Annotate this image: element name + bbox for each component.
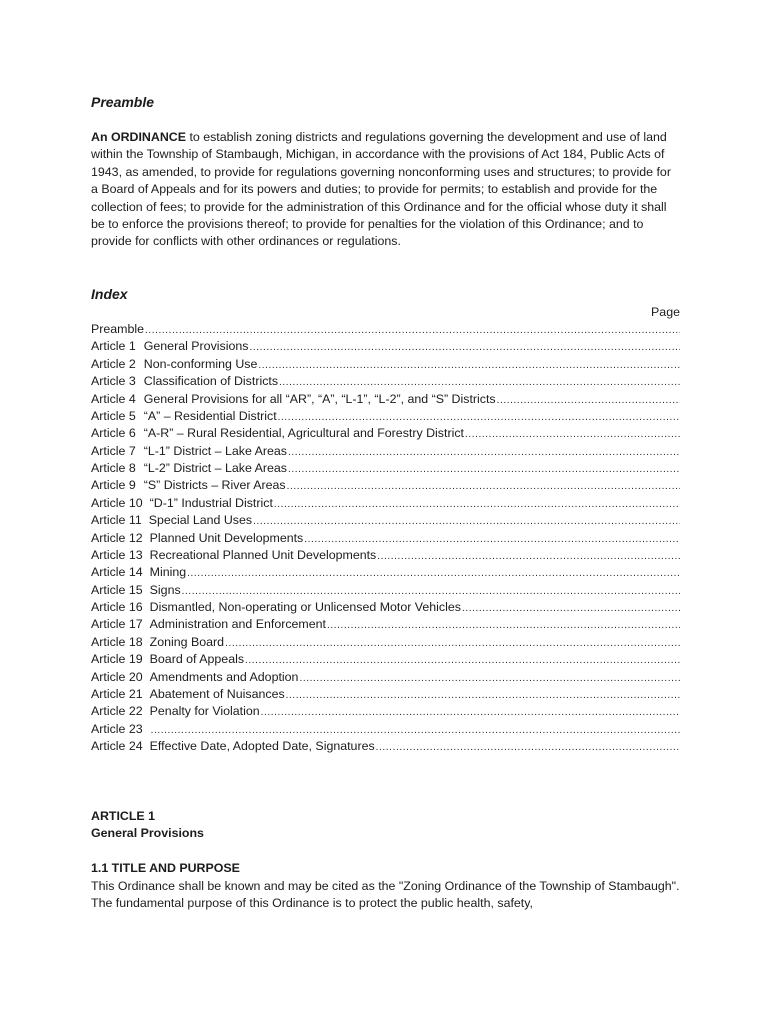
- toc-entry: [91, 600, 680, 617]
- toc-entry-number: Article 6: [91, 426, 136, 441]
- toc-entry-title: Classification of Districts: [143, 374, 279, 389]
- toc-entry-title: Planned Unit Developments: [149, 530, 304, 545]
- toc-entry: [91, 704, 680, 721]
- toc-entry-title: Zoning Board: [149, 634, 225, 649]
- toc-entry: [91, 531, 680, 548]
- toc-entry: [91, 426, 680, 443]
- toc-entry-number: Article 1: [91, 339, 136, 354]
- toc-entry-title: Effective Date, Adopted Date, Signatures: [149, 739, 375, 753]
- toc-entry: [91, 322, 680, 339]
- toc-entry-number: Article 18: [91, 634, 143, 649]
- toc-entry-title: Signs: [149, 582, 181, 597]
- toc-dot-leader: [287, 481, 680, 492]
- toc-dot-leader: [253, 516, 680, 527]
- toc-dot-leader: [249, 342, 680, 353]
- toc-entry: [91, 478, 680, 495]
- toc-entry: [91, 444, 680, 461]
- toc-dot-leader: [187, 568, 680, 579]
- toc-dot-leader: [465, 429, 680, 440]
- toc-entry-title: Amendments and Adoption: [149, 669, 299, 684]
- toc-dot-leader: [377, 551, 680, 562]
- toc-entry: [91, 687, 680, 704]
- toc-entry: [91, 565, 680, 582]
- toc-entry-number: Article 14: [91, 565, 143, 580]
- toc-entry-title: Recreational Planned Unit Developments: [149, 547, 377, 562]
- toc-dot-leader: [299, 673, 680, 684]
- toc-entry-number: Preamble: [91, 322, 145, 336]
- toc-dot-leader: [304, 534, 680, 545]
- toc-dot-leader: [462, 603, 680, 614]
- toc-entry-title: Mining: [149, 565, 187, 580]
- toc-dot-leader: [182, 586, 680, 597]
- article-title: General Provisions: [91, 826, 204, 841]
- toc-entry-number: Article 17: [91, 617, 143, 632]
- toc-entry-title: General Provisions for all “AR”, “A”, “L-1”, “L-2”, and “S” Districts: [143, 391, 496, 406]
- toc-entry-number: Article 16: [91, 600, 143, 614]
- toc-entry: [91, 513, 680, 530]
- toc-entry-number: Article 8: [91, 461, 136, 475]
- toc-entry-title: Penalty for Violation: [149, 704, 260, 719]
- toc-entry-title: Abatement of Nuisances: [149, 686, 285, 701]
- toc-entry: [91, 670, 680, 687]
- index-page-column-label: Page: [651, 305, 680, 319]
- toc-entry-number: Article 22: [91, 704, 143, 719]
- toc-entry-title: Administration and Enforcement: [149, 617, 326, 632]
- toc-entry-title: General Provisions: [143, 339, 249, 354]
- toc-entry-title: “A” – Residential District: [143, 408, 277, 423]
- toc-dot-leader: [497, 395, 680, 406]
- toc-dot-leader: [274, 499, 680, 510]
- toc-dot-leader: [288, 464, 680, 475]
- toc-entry: [91, 374, 680, 391]
- toc-entry: [91, 461, 680, 478]
- toc-dot-leader: [376, 742, 680, 753]
- toc-dot-leader: [288, 447, 680, 458]
- toc-entry-title: Non-conforming Use: [143, 356, 258, 371]
- toc-dot-leader: [261, 707, 680, 718]
- toc-entry-number: Article 5: [91, 408, 136, 423]
- toc-dot-leader: [145, 325, 680, 336]
- toc-dot-leader: [245, 655, 680, 666]
- article-1-section: [91, 808, 680, 912]
- toc-dot-leader: [286, 690, 680, 701]
- toc-entry: [91, 722, 680, 739]
- toc-entry: [91, 583, 680, 600]
- toc-entry-title: Board of Appeals: [149, 652, 245, 667]
- toc-entry-number: Article 21: [91, 686, 143, 701]
- toc-entry-number: Article 9: [91, 478, 136, 493]
- table-of-contents: [91, 322, 680, 756]
- toc-entry-number: Article 2: [91, 356, 136, 371]
- toc-entry-number: Article 13: [91, 547, 143, 562]
- toc-entry: [91, 635, 680, 652]
- toc-entry-title: “D-1” Industrial District: [149, 495, 273, 510]
- preamble-lead: An ORDINANCE: [91, 130, 186, 144]
- index-heading: Index: [91, 286, 128, 302]
- toc-entry-number: Article 20: [91, 669, 143, 684]
- toc-entry-title: “L-1” District – Lake Areas: [143, 443, 287, 458]
- toc-entry: [91, 617, 680, 634]
- toc-dot-leader: [258, 360, 680, 371]
- toc-entry: [91, 392, 680, 409]
- toc-entry-title: Special Land Uses: [148, 513, 253, 528]
- toc-entry: [91, 339, 680, 356]
- toc-entry-number: Article 7: [91, 443, 136, 458]
- toc-entry: [91, 409, 680, 426]
- toc-entry-number: Article 24: [91, 739, 143, 753]
- toc-entry-title: “S” Districts – River Areas: [143, 478, 286, 493]
- toc-dot-leader: [279, 377, 680, 388]
- toc-entry-title: “L-2” District – Lake Areas: [143, 461, 287, 475]
- toc-dot-leader: [151, 725, 680, 736]
- section-paragraph: This Ordinance shall be known and may be cited as the "Zoning Ordinance of the Township of Stambaugh". The fundamental purpose of this Ordinance is to protect the public health, safety,: [91, 878, 680, 911]
- toc-entry-number: Article 15: [91, 582, 143, 597]
- preamble-heading: Preamble: [91, 94, 155, 110]
- toc-entry: [91, 739, 680, 756]
- toc-entry: [91, 357, 680, 374]
- toc-entry-number: Article 19: [91, 652, 143, 667]
- toc-dot-leader: [327, 620, 680, 631]
- toc-entry-number: Article 10: [91, 495, 143, 510]
- toc-entry-title: “A-R” – Rural Residential, Agricultural and Forestry District: [143, 426, 464, 441]
- toc-entry-number: Article 3: [91, 374, 136, 389]
- toc-entry-title: Dismantled, Non-operating or Unlicensed Motor Vehicles: [149, 600, 461, 614]
- toc-entry-number: Article 4: [91, 391, 136, 406]
- toc-dot-leader: [225, 638, 680, 649]
- toc-entry: [91, 496, 680, 513]
- section-heading: 1.1 TITLE AND PURPOSE: [91, 861, 240, 876]
- preamble-paragraph: [91, 129, 680, 251]
- toc-entry-number: Article 11: [91, 513, 142, 528]
- toc-dot-leader: [278, 412, 680, 423]
- toc-entry: [91, 548, 680, 565]
- toc-entry: [91, 652, 680, 669]
- toc-entry-number: Article 23: [91, 721, 143, 736]
- article-label: ARTICLE 1: [91, 809, 156, 823]
- toc-entry-number: Article 12: [91, 530, 143, 545]
- preamble-body: to establish zoning districts and regulations governing the development and use of land within the Township of Stambaugh, Michigan, in accordance with the provisions of Act 184, Public Acts of 1943, as amended, to provide for regulations governing nonconforming uses and structures; to provide for a Board of Appeals and for its powers and duties; to provide for permits; to establish and provide for the collection of fees; to provide for the administration of this Ordinance and for the official whose duty it shall be to enforce the provisions thereof; to provide for penalties for the violation of this Ordinance; and to provide for conflicts with other ordinances or regulations.: [91, 130, 671, 249]
